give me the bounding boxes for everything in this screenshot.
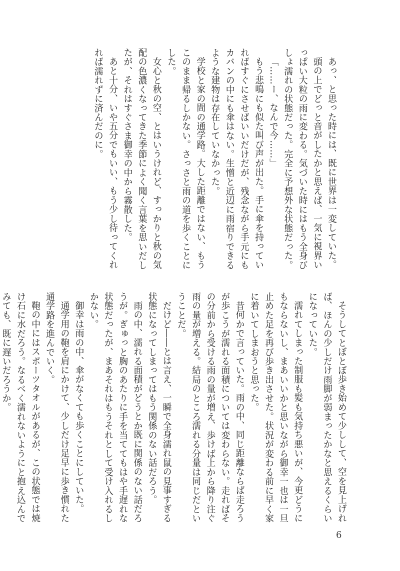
paragraph: 御幸は雨の中、傘がなくても歩くことにしていた。	[73, 300, 84, 514]
paragraph: 雨の中、濡れる面積がどうとか既に関係のない話だろうが。ぎゅっと胸のあたりに手を当ててもはや手遅れな状態だったが、まあそれはもうそれとして受け入れるしかない。	[87, 292, 142, 523]
paragraph: 昔何かで言っていた。雨の中、同じ距離ならば走ろうが歩こうが濡れる面積については変わらない。走ればその分前から受ける雨の量が増え、歩けば上から降り注ぐ雨の量が増える。結局のところ濡れる分量は同じだということだ。	[175, 292, 244, 523]
paragraph: 頭の上でどっと音がしたかと思えば、一気に視界いっぱい大粒の雨に変わる。気づいた時にはもう全身びしょ濡れの状態だった。完全に予想外な状態だった。	[282, 48, 322, 270]
paragraph: 「……ー、なんで今……」	[267, 56, 278, 168]
paragraph: 濡れてしまった制服も髪も気持ち悪いが、今更どうにもならないし、まあいいかと思いながら御幸一也は一旦止めた足を再び歩き出させた。状況が変わる前に早く家に着いてしまおうと思った。	[248, 292, 303, 523]
paragraph: あっ、と思った時には、既に世界は一変していた。	[326, 56, 336, 270]
lower-text-block	[0, 292, 348, 524]
paragraph: 女心と秋の空、とはいうけれど、すっかりと秋の気配の色濃くなってきた季節によく聞く言葉を思いだしたが、それはすぐさま御幸の中から霧散した。	[121, 48, 161, 270]
paragraph: 通学用の鞄を肩にかけて、少しだけ足早に歩き慣れた通学路を進んでいく。	[44, 292, 69, 523]
paragraph: 鞄の中にはスポーツタオルがあるが、この状態では焼け石に水だろう。なるべく濡れないようにと抱え込んでみても、既に遅いだろうか。	[0, 292, 40, 523]
paragraph: あと十分、いや五分でもいい、もう少し待ってくれれば濡れずに済んだのに。	[92, 48, 118, 270]
upper-text-block	[52, 48, 338, 278]
paragraph: そうしてとぼとぼ歩き始めて少しして、空を見上げれば、ほんの少しだけ雨脚が弱まったかなと思えるくらいになっていた。	[306, 292, 346, 523]
paragraph: もう悲鳴にも似た叫び声が出た。手に傘を持っていればすぐにさせばいいだけだが、残念ながら手元にもカバンの中にも傘はない。生憎と近辺に雨宿りできるような建物は存在していなかった。	[209, 48, 264, 270]
page-number: 6	[336, 531, 342, 541]
paragraph: 学校と家の間の通学路。大した距離ではない、もうこのまま帰るしかない。さっさと雨の道を歩くことにした。	[165, 48, 205, 270]
paragraph: だけど――とは言え、一瞬で全身濡れ鼠の見事すぎる状態になってしまってはもう関係のない話だろう。	[146, 292, 171, 523]
